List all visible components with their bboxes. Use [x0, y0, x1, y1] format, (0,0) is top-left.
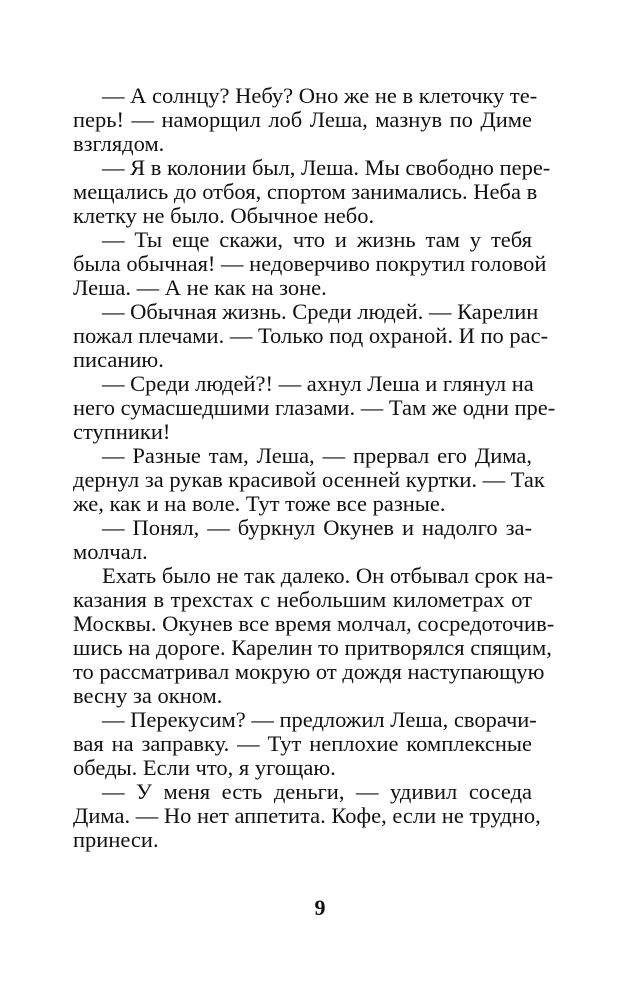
text-line: принеси. — [73, 827, 159, 852]
text-line: казания в трехстах с небольшим километрах от — [73, 587, 532, 612]
text-line: весну за окном. — [73, 683, 223, 708]
text-line: обеды. Если что, я угощаю. — [73, 755, 336, 780]
text-line: вая на заправку. — Тут неплохие комплексные — [73, 731, 532, 756]
text-line: взглядом. — [73, 131, 165, 156]
text-line: ступники! — [73, 419, 171, 444]
text-line: Москвы. Окунев все время молчал, сосредоточив- — [73, 611, 555, 636]
text-line: мещались до отбоя, спортом занимались. Неба в — [73, 179, 538, 204]
text-line: клетку не было. Обычное небо. — [73, 203, 375, 228]
text-line: же, как и на воле. Тут тоже все разные. — [73, 491, 446, 516]
text-line: писанию. — [73, 347, 164, 372]
text-line: Леша. — А не как на зоне. — [73, 275, 327, 300]
text-line: — Перекусим? — предложил Леша, сворачи- — [102, 707, 537, 732]
text-line: дернул за рукав красивой осенней куртки. — Так — [73, 467, 545, 492]
text-line: была обычная! — недоверчиво покрутил головой — [73, 251, 547, 276]
text-line: Ехать было не так далеко. Он отбывал срок на- — [102, 563, 554, 588]
text-line: — Разные там, Леша, — прервал его Дима, — [102, 443, 532, 468]
text-line: — Среди людей?! — ахнул Леша и глянул на — [102, 371, 534, 396]
text-line: — Я в колонии был, Леша. Мы свободно пере- — [102, 155, 551, 180]
page-body — [73, 83, 556, 852]
text-line: — А солнцу? Небу? Оно же не в клеточку те- — [102, 83, 538, 108]
text-line: — Обычная жизнь. Среди людей. — Карелин — [102, 299, 539, 324]
text-line: — Ты еще скажи, что и жизнь там у тебя — [102, 227, 532, 252]
text-line: то рассматривал мокрую от дождя наступающую — [73, 659, 545, 684]
text-line: перь! — наморщил лоб Леша, мазнув по Диме — [73, 107, 532, 132]
text-line: шись на дороге. Карелин то притворялся спящим, — [73, 635, 552, 660]
text-line: — Понял, — буркнул Окунев и надолго за- — [102, 515, 532, 540]
text-line: пожал плечами. — Только под охраной. И по рас- — [73, 323, 549, 348]
text-line: Дима. — Но нет аппетита. Кофе, если не трудно, — [73, 803, 541, 828]
text-line: него сумасшедшими глазами. — Там же одни пре- — [73, 395, 556, 420]
page-number: 9 — [314, 895, 326, 920]
text-line: молчал. — [73, 539, 148, 564]
text-line: — У меня есть деньги, — удивил соседа — [102, 779, 532, 804]
